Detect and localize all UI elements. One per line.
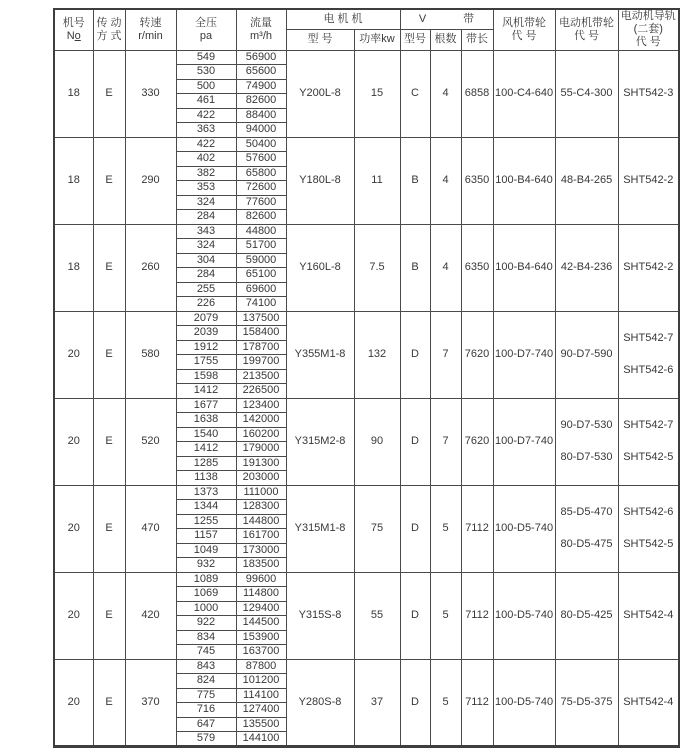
header-vbelt-model: 型号	[400, 30, 430, 51]
pressure-cell: 226	[176, 297, 236, 312]
flow-cell: 178700	[236, 340, 286, 355]
drive-mode-cell: E	[93, 572, 125, 659]
belt-length-cell: 6350	[461, 137, 493, 224]
numero-o: o	[74, 29, 81, 42]
motor-pulley-cell-value: 75-D5-375	[560, 695, 613, 708]
motor-pulley-cell-stack	[556, 51, 618, 136]
motor-rail-cell	[618, 485, 679, 572]
motor-rail-cell-stack	[619, 51, 679, 136]
motor-pulley-cell-value: 85-D5-470	[560, 505, 613, 518]
motor-rail-cell-stack	[619, 573, 679, 658]
flow-cell: 50400	[236, 137, 286, 152]
motor-rail-cell	[618, 224, 679, 311]
pressure-cell: 2079	[176, 311, 236, 326]
pressure-cell: 343	[176, 224, 236, 239]
header-drive-line1: 传 动	[96, 16, 122, 29]
pressure-cell: 579	[176, 732, 236, 747]
pressure-cell: 1255	[176, 514, 236, 529]
flow-cell: 135500	[236, 717, 286, 732]
flow-cell: 123400	[236, 398, 286, 413]
header-motor-model: 型 号	[286, 30, 354, 51]
fan-pulley-cell: 100-D5-740	[493, 572, 555, 659]
fan-pulley-cell: 100-D7-740	[493, 311, 555, 398]
header-fan-pulley-line1: 风机带轮	[502, 16, 547, 29]
fan-pulley-cell: 100-B4-640	[493, 137, 555, 224]
motor-pulley-cell-stack	[556, 486, 618, 571]
header-vbelt-group	[400, 9, 493, 30]
pressure-cell: 422	[176, 137, 236, 152]
motor-power-cell: 15	[354, 50, 400, 137]
motor-power-cell: 55	[354, 572, 400, 659]
table-row	[54, 659, 679, 674]
motor-rail-cell-stack	[619, 399, 679, 484]
belt-type-cell: B	[400, 224, 430, 311]
drive-mode-cell: E	[93, 50, 125, 137]
motor-pulley-cell-value: 42-B4-236	[560, 260, 613, 273]
header-drive-mode	[93, 9, 125, 50]
drive-mode-cell: E	[93, 224, 125, 311]
header-speed	[125, 9, 176, 50]
header-group-row	[54, 9, 679, 30]
pressure-cell: 549	[176, 50, 236, 65]
pressure-cell: 1000	[176, 601, 236, 616]
belt-length-cell: 7112	[461, 659, 493, 747]
flow-cell: 94000	[236, 123, 286, 138]
header-flow	[236, 9, 286, 50]
table-row	[54, 311, 679, 326]
table-row	[54, 398, 679, 413]
flow-cell: 144500	[236, 616, 286, 631]
pressure-cell: 647	[176, 717, 236, 732]
flow-cell: 160200	[236, 427, 286, 442]
pressure-cell: 461	[176, 94, 236, 109]
motor-pulley-cell	[555, 485, 618, 572]
motor-pulley-cell-stack	[556, 399, 618, 484]
motor-pulley-cell-value: 90-D7-530	[560, 418, 613, 431]
flow-cell: 65600	[236, 65, 286, 80]
pressure-cell: 1912	[176, 340, 236, 355]
flow-cell: 69600	[236, 282, 286, 297]
motor-pulley-cell-value: 55-C4-300	[560, 86, 613, 99]
flow-cell: 65100	[236, 268, 286, 283]
motor-pulley-cell-value: 80-D5-425	[560, 608, 613, 621]
pressure-cell: 745	[176, 645, 236, 660]
motor-power-cell: 132	[354, 311, 400, 398]
motor-pulley-cell-stack	[556, 573, 618, 658]
speed-cell: 520	[125, 398, 176, 485]
motor-rail-cell-value: SHT542-6	[623, 505, 674, 518]
fan-pulley-cell: 100-D5-740	[493, 485, 555, 572]
header-vbelt-count: 根数	[430, 30, 461, 51]
header-machine-no-unit	[55, 30, 93, 43]
flow-cell: 44800	[236, 224, 286, 239]
header-flow-label: 流量	[250, 16, 272, 29]
motor-rail-cell-value: SHT542-4	[623, 695, 674, 708]
flow-cell: 72600	[236, 181, 286, 196]
belt-type-cell: D	[400, 572, 430, 659]
motor-model-cell: Y180L-8	[286, 137, 354, 224]
motor-rail-cell	[618, 50, 679, 137]
pressure-cell: 382	[176, 166, 236, 181]
fan-pulley-cell: 100-C4-640	[493, 50, 555, 137]
pressure-cell: 932	[176, 558, 236, 573]
belt-length-cell: 6350	[461, 224, 493, 311]
belt-type-cell: B	[400, 137, 430, 224]
motor-rail-cell-value: SHT542-3	[623, 86, 674, 99]
pressure-cell: 2039	[176, 326, 236, 341]
pressure-cell: 1412	[176, 384, 236, 399]
flow-cell: 111000	[236, 485, 286, 500]
pressure-cell: 1138	[176, 471, 236, 486]
motor-rail-cell-stack	[619, 138, 679, 223]
motor-pulley-cell-stack	[556, 138, 618, 223]
belt-length-cell: 7620	[461, 311, 493, 398]
flow-cell: 82600	[236, 94, 286, 109]
flow-cell: 127400	[236, 703, 286, 718]
flow-cell: 88400	[236, 108, 286, 123]
header-pressure-label: 全压	[195, 16, 217, 29]
motor-pulley-cell-value: 48-B4-265	[560, 173, 613, 186]
machine-no-cell: 20	[54, 659, 93, 747]
header-speed-unit: r/min	[138, 29, 163, 42]
flow-cell: 51700	[236, 239, 286, 254]
flow-cell: 57600	[236, 152, 286, 167]
flow-cell: 142000	[236, 413, 286, 428]
table-row	[54, 485, 679, 500]
speed-cell: 470	[125, 485, 176, 572]
belt-length-cell: 7112	[461, 485, 493, 572]
belt-count-cell: 5	[430, 485, 461, 572]
flow-cell: 203000	[236, 471, 286, 486]
pressure-cell: 716	[176, 703, 236, 718]
flow-cell: 114100	[236, 688, 286, 703]
drive-mode-cell: E	[93, 311, 125, 398]
machine-no-cell: 18	[54, 50, 93, 137]
flow-cell: 82600	[236, 210, 286, 225]
table-row	[54, 137, 679, 152]
pressure-cell: 530	[176, 65, 236, 80]
motor-pulley-cell	[555, 311, 618, 398]
motor-rail-cell-stack	[619, 225, 679, 310]
flow-cell: 114800	[236, 587, 286, 602]
flow-cell: 163700	[236, 645, 286, 660]
pressure-cell: 1285	[176, 456, 236, 471]
header-motor-rail	[618, 9, 679, 50]
motor-pulley-cell-stack	[556, 660, 618, 745]
pressure-cell: 1089	[176, 572, 236, 587]
motor-rail-cell-value: SHT542-7	[623, 418, 674, 431]
pressure-cell: 1344	[176, 500, 236, 515]
motor-rail-cell-stack	[619, 660, 679, 745]
pressure-cell: 1049	[176, 543, 236, 558]
motor-power-cell: 75	[354, 485, 400, 572]
motor-power-cell: 11	[354, 137, 400, 224]
flow-cell: 179000	[236, 442, 286, 457]
flow-cell: 199700	[236, 355, 286, 370]
speed-cell: 370	[125, 659, 176, 747]
belt-type-cell: D	[400, 659, 430, 747]
drive-mode-cell: E	[93, 485, 125, 572]
header-motor-rail-line3: 代 号	[635, 36, 661, 49]
pressure-cell: 284	[176, 210, 236, 225]
speed-cell: 420	[125, 572, 176, 659]
flow-cell: 153900	[236, 630, 286, 645]
pressure-cell: 1540	[176, 427, 236, 442]
flow-cell: 129400	[236, 601, 286, 616]
motor-pulley-cell	[555, 224, 618, 311]
pressure-cell: 304	[176, 253, 236, 268]
belt-length-cell: 7620	[461, 398, 493, 485]
machine-no-cell: 20	[54, 572, 93, 659]
motor-power-cell: 90	[354, 398, 400, 485]
flow-cell: 101200	[236, 674, 286, 689]
motor-pulley-cell	[555, 50, 618, 137]
pressure-cell: 402	[176, 152, 236, 167]
machine-no-cell: 20	[54, 485, 93, 572]
motor-model-cell: Y315S-8	[286, 572, 354, 659]
pressure-cell: 284	[176, 268, 236, 283]
motor-rail-cell-value: SHT542-5	[623, 538, 674, 551]
motor-rail-cell-value: SHT542-2	[623, 173, 674, 186]
pressure-cell: 255	[176, 282, 236, 297]
table-row	[54, 224, 679, 239]
motor-pulley-cell	[555, 137, 618, 224]
flow-cell: 191300	[236, 456, 286, 471]
flow-cell: 87800	[236, 659, 286, 674]
motor-rail-cell	[618, 659, 679, 747]
header-vbelt-dai: 带	[463, 12, 475, 25]
pressure-cell: 824	[176, 674, 236, 689]
header-motor-pulley	[555, 9, 618, 50]
table-row	[54, 50, 679, 65]
pressure-cell: 422	[176, 108, 236, 123]
motor-pulley-cell-value: 80-D7-530	[560, 451, 613, 464]
fan-pulley-cell: 100-D7-740	[493, 398, 555, 485]
header-vbelt-v: V	[418, 12, 427, 25]
belt-type-cell: D	[400, 485, 430, 572]
header-fan-pulley	[493, 9, 555, 50]
header-drive-line2: 方 式	[96, 29, 122, 42]
drive-mode-cell: E	[93, 137, 125, 224]
motor-rail-cell	[618, 572, 679, 659]
pressure-cell: 834	[176, 630, 236, 645]
pressure-cell: 363	[176, 123, 236, 138]
belt-length-cell: 6858	[461, 50, 493, 137]
motor-model-cell: Y315M1-8	[286, 485, 354, 572]
speed-cell: 580	[125, 311, 176, 398]
machine-no-cell: 20	[54, 398, 93, 485]
motor-rail-cell-value: SHT542-4	[623, 608, 674, 621]
speed-cell: 330	[125, 50, 176, 137]
fan-spec-table	[53, 8, 680, 748]
flow-cell: 74900	[236, 79, 286, 94]
motor-pulley-cell-value: 90-D7-590	[560, 347, 613, 360]
flow-cell: 158400	[236, 326, 286, 341]
numero-n: N	[66, 29, 75, 42]
header-pressure	[176, 9, 236, 50]
drive-mode-cell: E	[93, 659, 125, 747]
header-speed-label: 转速	[139, 16, 162, 29]
pressure-cell: 843	[176, 659, 236, 674]
motor-power-cell: 37	[354, 659, 400, 747]
belt-count-cell: 4	[430, 224, 461, 311]
belt-type-cell: D	[400, 311, 430, 398]
motor-pulley-cell	[555, 398, 618, 485]
flow-cell: 144100	[236, 732, 286, 747]
flow-cell: 56900	[236, 50, 286, 65]
pressure-cell: 353	[176, 181, 236, 196]
header-motor-pulley-line2: 代 号	[574, 29, 600, 42]
motor-pulley-cell-stack	[556, 225, 618, 310]
pressure-cell: 324	[176, 239, 236, 254]
header-machine-no	[54, 9, 93, 50]
spec-table-body	[54, 50, 679, 747]
pressure-cell: 500	[176, 79, 236, 94]
motor-rail-cell	[618, 398, 679, 485]
fan-pulley-cell: 100-B4-640	[493, 224, 555, 311]
belt-length-cell: 7112	[461, 572, 493, 659]
speed-cell: 290	[125, 137, 176, 224]
flow-cell: 183500	[236, 558, 286, 573]
header-motor-pulley-line1: 电动机带轮	[559, 16, 615, 29]
machine-no-cell: 20	[54, 311, 93, 398]
belt-count-cell: 5	[430, 659, 461, 747]
belt-count-cell: 4	[430, 137, 461, 224]
header-flow-unit: m³/h	[250, 29, 272, 42]
fan-pulley-cell: 100-D5-740	[493, 659, 555, 747]
pressure-cell: 1157	[176, 529, 236, 544]
flow-cell: 59000	[236, 253, 286, 268]
speed-cell: 260	[125, 224, 176, 311]
header-motor-rail-line2: (二套)	[633, 23, 663, 36]
belt-count-cell: 7	[430, 311, 461, 398]
flow-cell: 99600	[236, 572, 286, 587]
motor-pulley-cell-stack	[556, 312, 618, 397]
motor-rail-cell-stack	[619, 312, 679, 397]
pressure-cell: 1069	[176, 587, 236, 602]
header-motor-rail-line1: 电动机导轨	[620, 10, 676, 22]
flow-cell: 77600	[236, 195, 286, 210]
motor-rail-cell-value: SHT542-7	[623, 331, 674, 344]
header-fan-pulley-line2: 代 号	[511, 29, 537, 42]
flow-cell: 137500	[236, 311, 286, 326]
flow-cell: 161700	[236, 529, 286, 544]
flow-cell: 128300	[236, 500, 286, 515]
pressure-cell: 922	[176, 616, 236, 631]
pressure-cell: 1677	[176, 398, 236, 413]
motor-model-cell: Y280S-8	[286, 659, 354, 747]
flow-cell: 213500	[236, 369, 286, 384]
motor-rail-cell	[618, 137, 679, 224]
motor-model-cell: Y315M2-8	[286, 398, 354, 485]
header-motor-group: 电 机 机	[286, 9, 400, 30]
motor-rail-cell-stack	[619, 486, 679, 571]
motor-pulley-cell	[555, 659, 618, 747]
motor-rail-cell	[618, 311, 679, 398]
pressure-cell: 1755	[176, 355, 236, 370]
pressure-cell: 1598	[176, 369, 236, 384]
machine-no-cell: 18	[54, 224, 93, 311]
header-vbelt-length: 带长	[461, 30, 493, 51]
motor-model-cell: Y160L-8	[286, 224, 354, 311]
motor-rail-cell-value: SHT542-2	[623, 260, 674, 273]
flow-cell: 74100	[236, 297, 286, 312]
flow-cell: 144800	[236, 514, 286, 529]
belt-count-cell: 7	[430, 398, 461, 485]
pressure-cell: 1412	[176, 442, 236, 457]
motor-rail-cell-value: SHT542-5	[623, 451, 674, 464]
belt-count-cell: 5	[430, 572, 461, 659]
machine-no-cell: 18	[54, 137, 93, 224]
motor-model-cell: Y355M1-8	[286, 311, 354, 398]
pressure-cell: 1373	[176, 485, 236, 500]
pressure-cell: 775	[176, 688, 236, 703]
header-motor-power: 功率kw	[354, 30, 400, 51]
motor-rail-cell-value: SHT542-6	[623, 364, 674, 377]
belt-type-cell: D	[400, 398, 430, 485]
header-machine-no-label: 机号	[62, 16, 85, 29]
belt-count-cell: 4	[430, 50, 461, 137]
table-row	[54, 572, 679, 587]
flow-cell: 65800	[236, 166, 286, 181]
header-pressure-unit: pa	[199, 29, 213, 42]
pressure-cell: 1638	[176, 413, 236, 428]
belt-type-cell: C	[400, 50, 430, 137]
drive-mode-cell: E	[93, 398, 125, 485]
motor-power-cell: 7.5	[354, 224, 400, 311]
pressure-cell: 324	[176, 195, 236, 210]
flow-cell: 226500	[236, 384, 286, 399]
motor-pulley-cell-value: 80-D5-475	[560, 538, 613, 551]
motor-model-cell: Y200L-8	[286, 50, 354, 137]
table-header	[54, 9, 679, 50]
flow-cell: 173000	[236, 543, 286, 558]
motor-pulley-cell	[555, 572, 618, 659]
